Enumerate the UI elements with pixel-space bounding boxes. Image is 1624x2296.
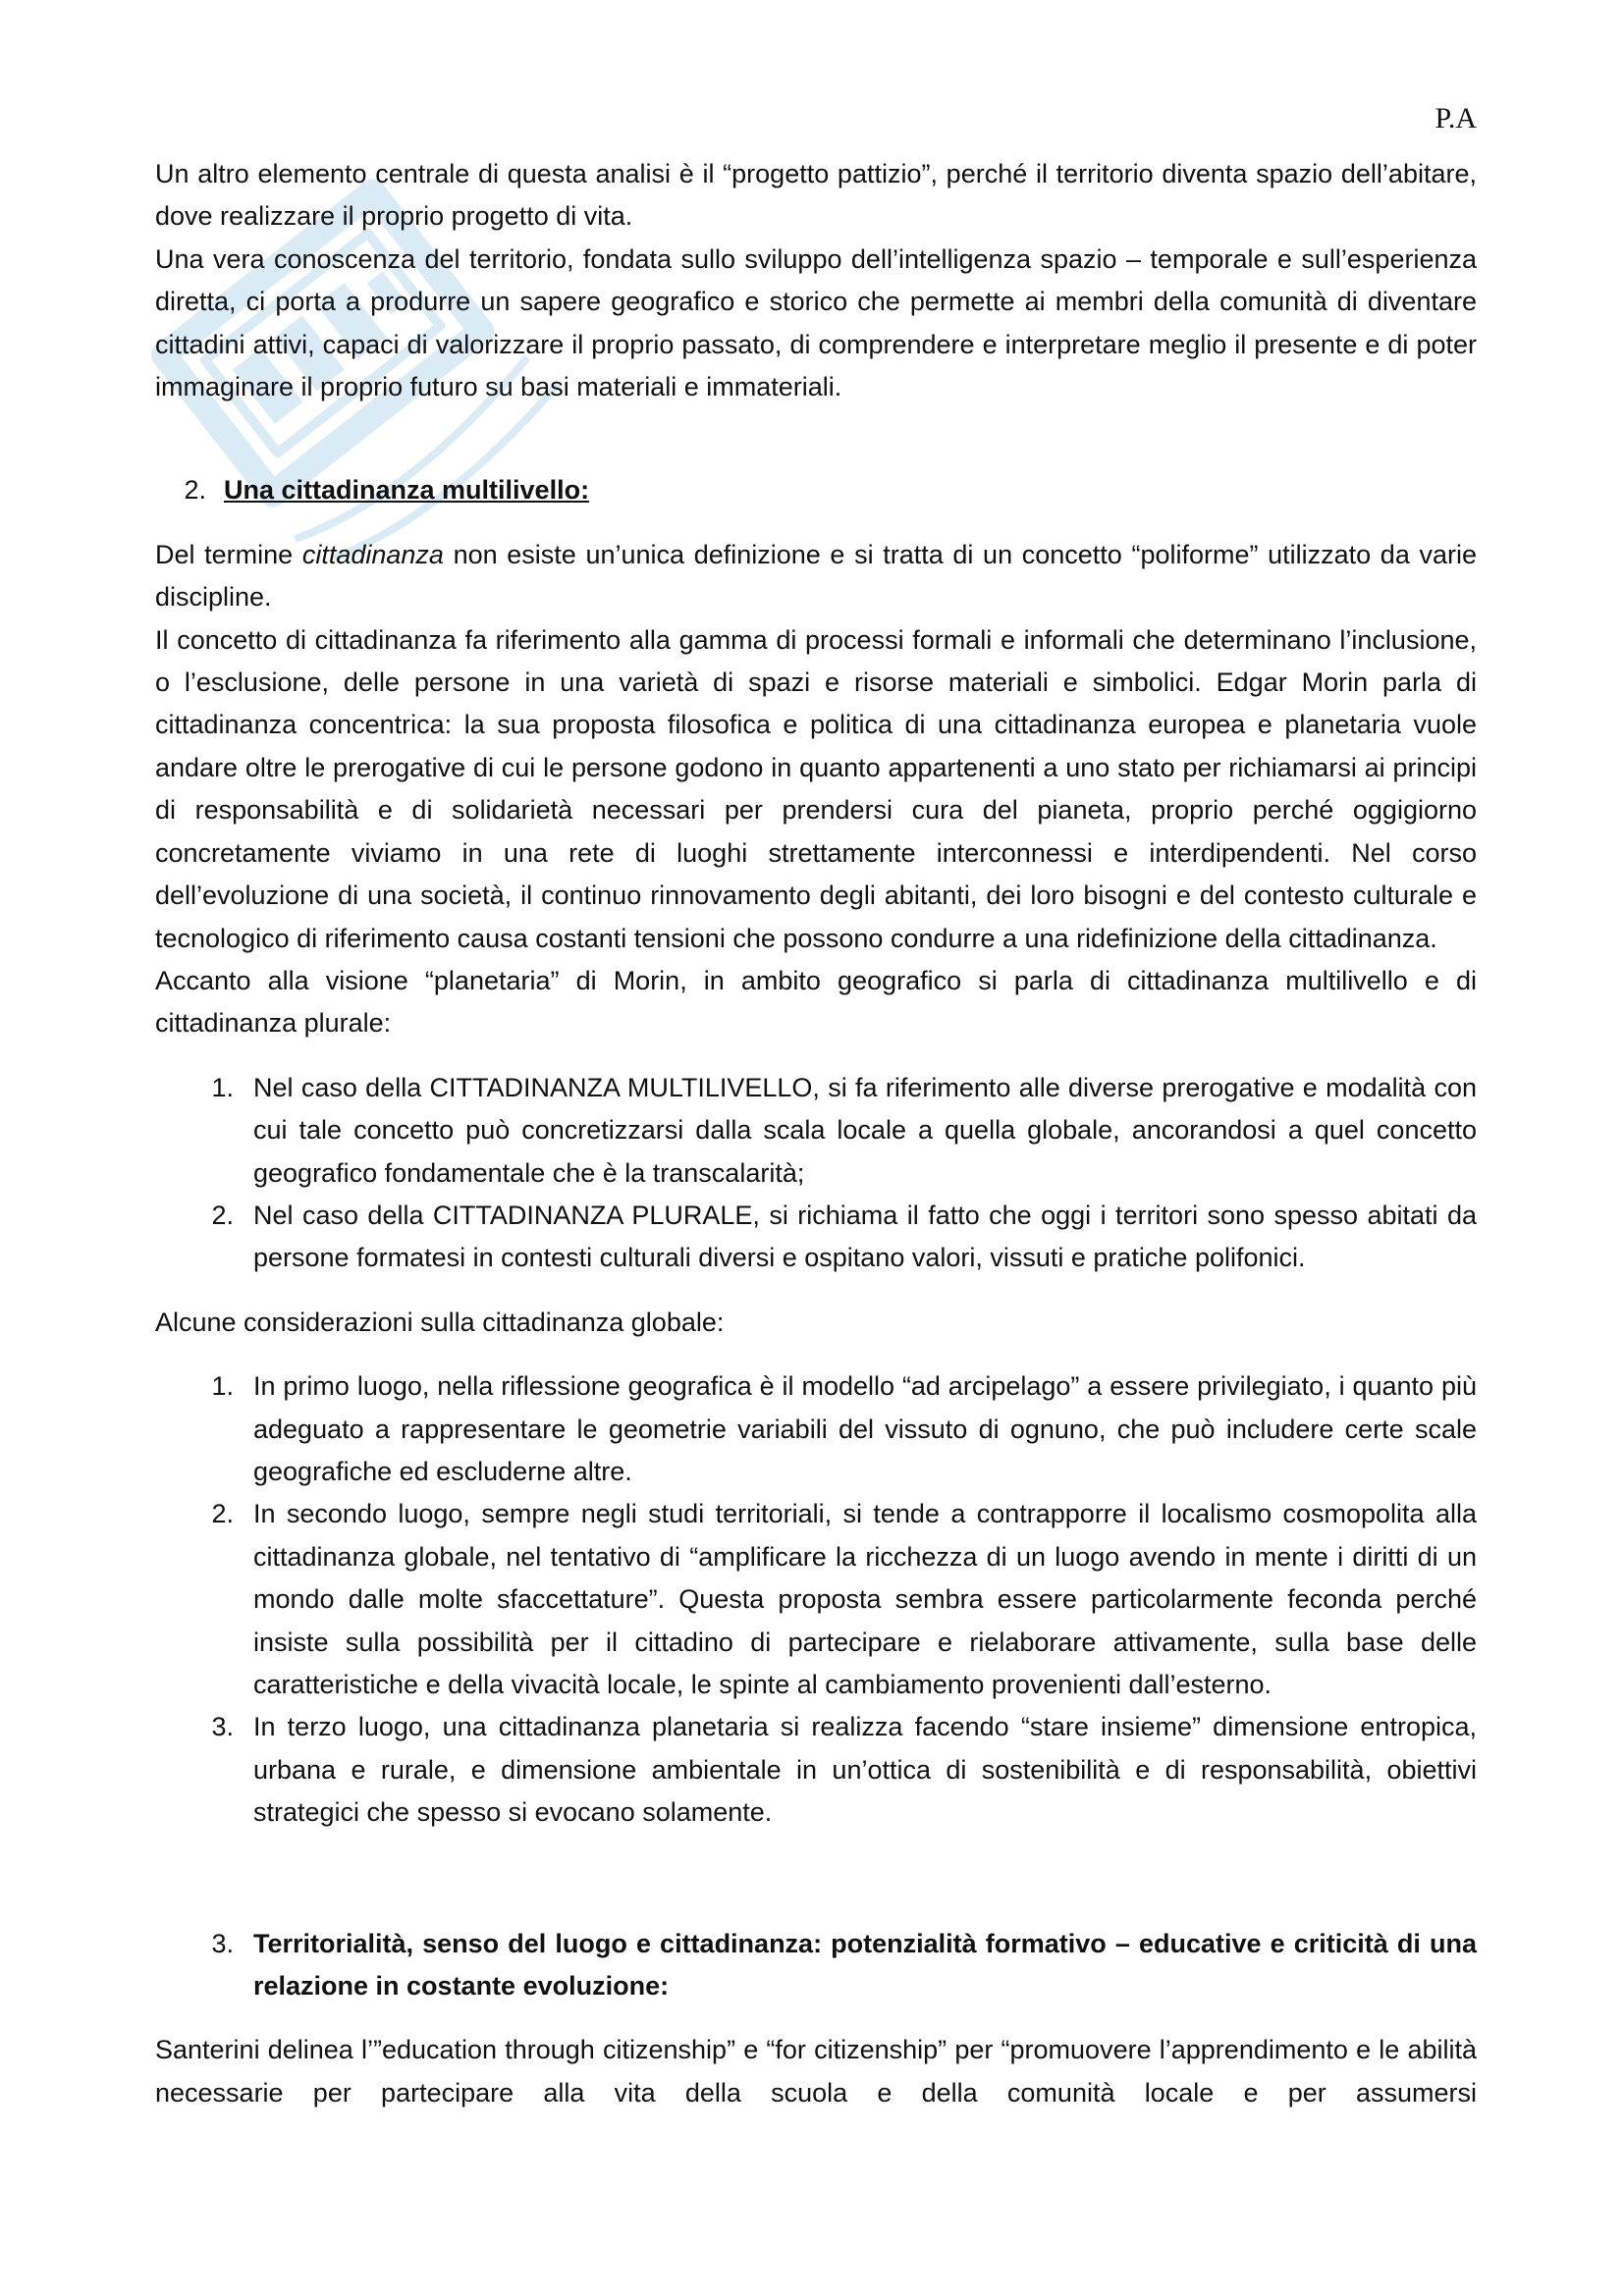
list-item [155,1067,1477,1195]
section-2-heading [155,469,1477,511]
list-item [155,1706,1477,1834]
list-item-number: 1. [211,1072,234,1102]
section-3-heading [155,1923,1477,2008]
list-item [155,1365,1477,1493]
document-body [155,153,1477,2158]
list-item-text: Nel caso della CITTADINANZA MULTILIVELLO, si fa riferimento alle diverse prerogative e modalità con cui tale concetto può concretizzarsi dalla scala locale a quella globale, ancorandosi a quel concetto geografico fondamentale che è la transcalarità; [253,1072,1477,1188]
list-item-text: In primo luogo, nella riflessione geografica è il modello “ad arcipelago” a essere privilegiato, i quanto più adeguato a rappresentare le geometrie variabili del vissuto di ognuno, che può includere certe scale geografiche ed escluderne altre. [253,1371,1477,1486]
section-2-p1-after: non esiste un’unica definizione e si tratta di un concetto “poliforme” utilizzato da varie discipline. [155,539,1478,613]
list-item-number: 2. [211,1200,234,1230]
list-item-number: 1. [211,1371,234,1402]
list-item [155,1493,1477,1706]
section-2-paragraph-4: Alcune considerazioni sulla cittadinanza globale: [155,1307,725,1337]
citizenship-types-list [155,1067,1477,1280]
list-item-text: In secondo luogo, sempre negli studi territoriali, si tende a contrapporre il localismo cosmopolita alla cittadinanza globale, nel tentativo di “amplificare la ricchezza di un luogo avendo in mente i diritti di un mondo dalle molte sfaccettature”. Questa proposta sembra essere particolarmente feconda perché insiste sulla possibilità per il cittadino di partecipare e rielaborare attivamente, sulla base delle caratteristiche e della vivacità locale, le spinte al cambiamento provenienti dall’esterno. [253,1499,1477,1699]
section-2-p1-before: Del termine [155,539,302,569]
intro-paragraph-2: Una vera conoscenza del territorio, fondata sullo sviluppo dell’intelligenza spazio – temporale e sull’esperienza diretta, ci porta a produrre un sapere geografico e storico che permette ai membri della comunità di diventare cittadini attivi, capaci di valorizzare il proprio passato, di comprendere e interpretare meglio il presente e di poter immaginare il proprio futuro su basi materiali e immateriali. [155,243,1477,402]
section-3-paragraph-1-text: Santerini delinea l’”education through citizenship” e “for citizenship” per “promuovere l’apprendimento e le abilità necessarie per partecipare alla vita della scuola e della comunità locale e per assumersi [155,2035,1477,2108]
section-2-title: Una cittadinanza multilivello: [224,475,590,506]
section-2-paragraph-1 [155,534,1477,619]
list-item [155,1195,1477,1280]
section-3-paragraph-1 [155,2029,1477,2157]
section-2-number: 2. [184,475,206,506]
section-3-title: Territorialità, senso del luogo e cittadinanza: potenzialità formativo – educative e criticità di una relazione in costante evoluzione: [253,1928,1477,2002]
intro-paragraph-1: Un altro elemento centrale di questa analisi è il “progetto pattizio”, perché il territorio diventa spazio dell’abitare, dove realizzare il proprio progetto di vita. [155,159,1477,232]
global-citizenship-list [155,1365,1477,1834]
list-item-text: Nel caso della CITTADINANZA PLURALE, si richiama il fatto che oggi i territori sono spesso abitati da persone formatesi in contesti culturali diversi e ospitano valori, vissuti e pratiche polifonici. [253,1200,1477,1273]
section-3-number: 3. [211,1928,234,1958]
list-item-number: 2. [211,1499,234,1529]
section-2-paragraph-3: Accanto alla visione “planetaria” di Morin, in ambito geografico si parla di cittadinanza multilivello e di cittadinanza plurale: [155,965,1477,1039]
header-initials: P.A [1435,102,1477,134]
list-item-text: In terzo luogo, una cittadinanza planetaria si realizza facendo “stare insieme” dimensione entropica, urbana e rurale, e dimensione ambientale in un’ottica di sostenibilità e di responsabilità, obiettivi strategici che spesso si evocano solamente. [253,1712,1477,1828]
section-2-p1-emphasis: cittadinanza [301,539,444,569]
section-2-paragraph-2: Il concetto di cittadinanza fa riferimento alla gamma di processi formali e informali che determinano l’inclusione, o l’esclusione, delle persone in una varietà di spazi e risorse materiali e simbolici. Edgar Morin parla di cittadinanza concentrica: la sua proposta filosofica e politica di una cittadinanza europea e planetaria vuole andare oltre le prerogative di cui le persone godono in quanto appartenenti a uno stato per richiamarsi ai principi di responsabilità e di solidarietà necessari per prendersi cura del pianeta, proprio perché oggigiorno concretamente viviamo in una rete di luoghi strettamente interconnessi e interdipendenti. Nel corso dell’evoluzione di una società, il continuo rinnovamento degli abitanti, dei loro bisogni e del contesto culturale e tecnologico di riferimento causa costanti tensioni che possono condurre a una ridefinizione della cittadinanza. [155,624,1477,953]
list-item-number: 3. [211,1712,234,1742]
